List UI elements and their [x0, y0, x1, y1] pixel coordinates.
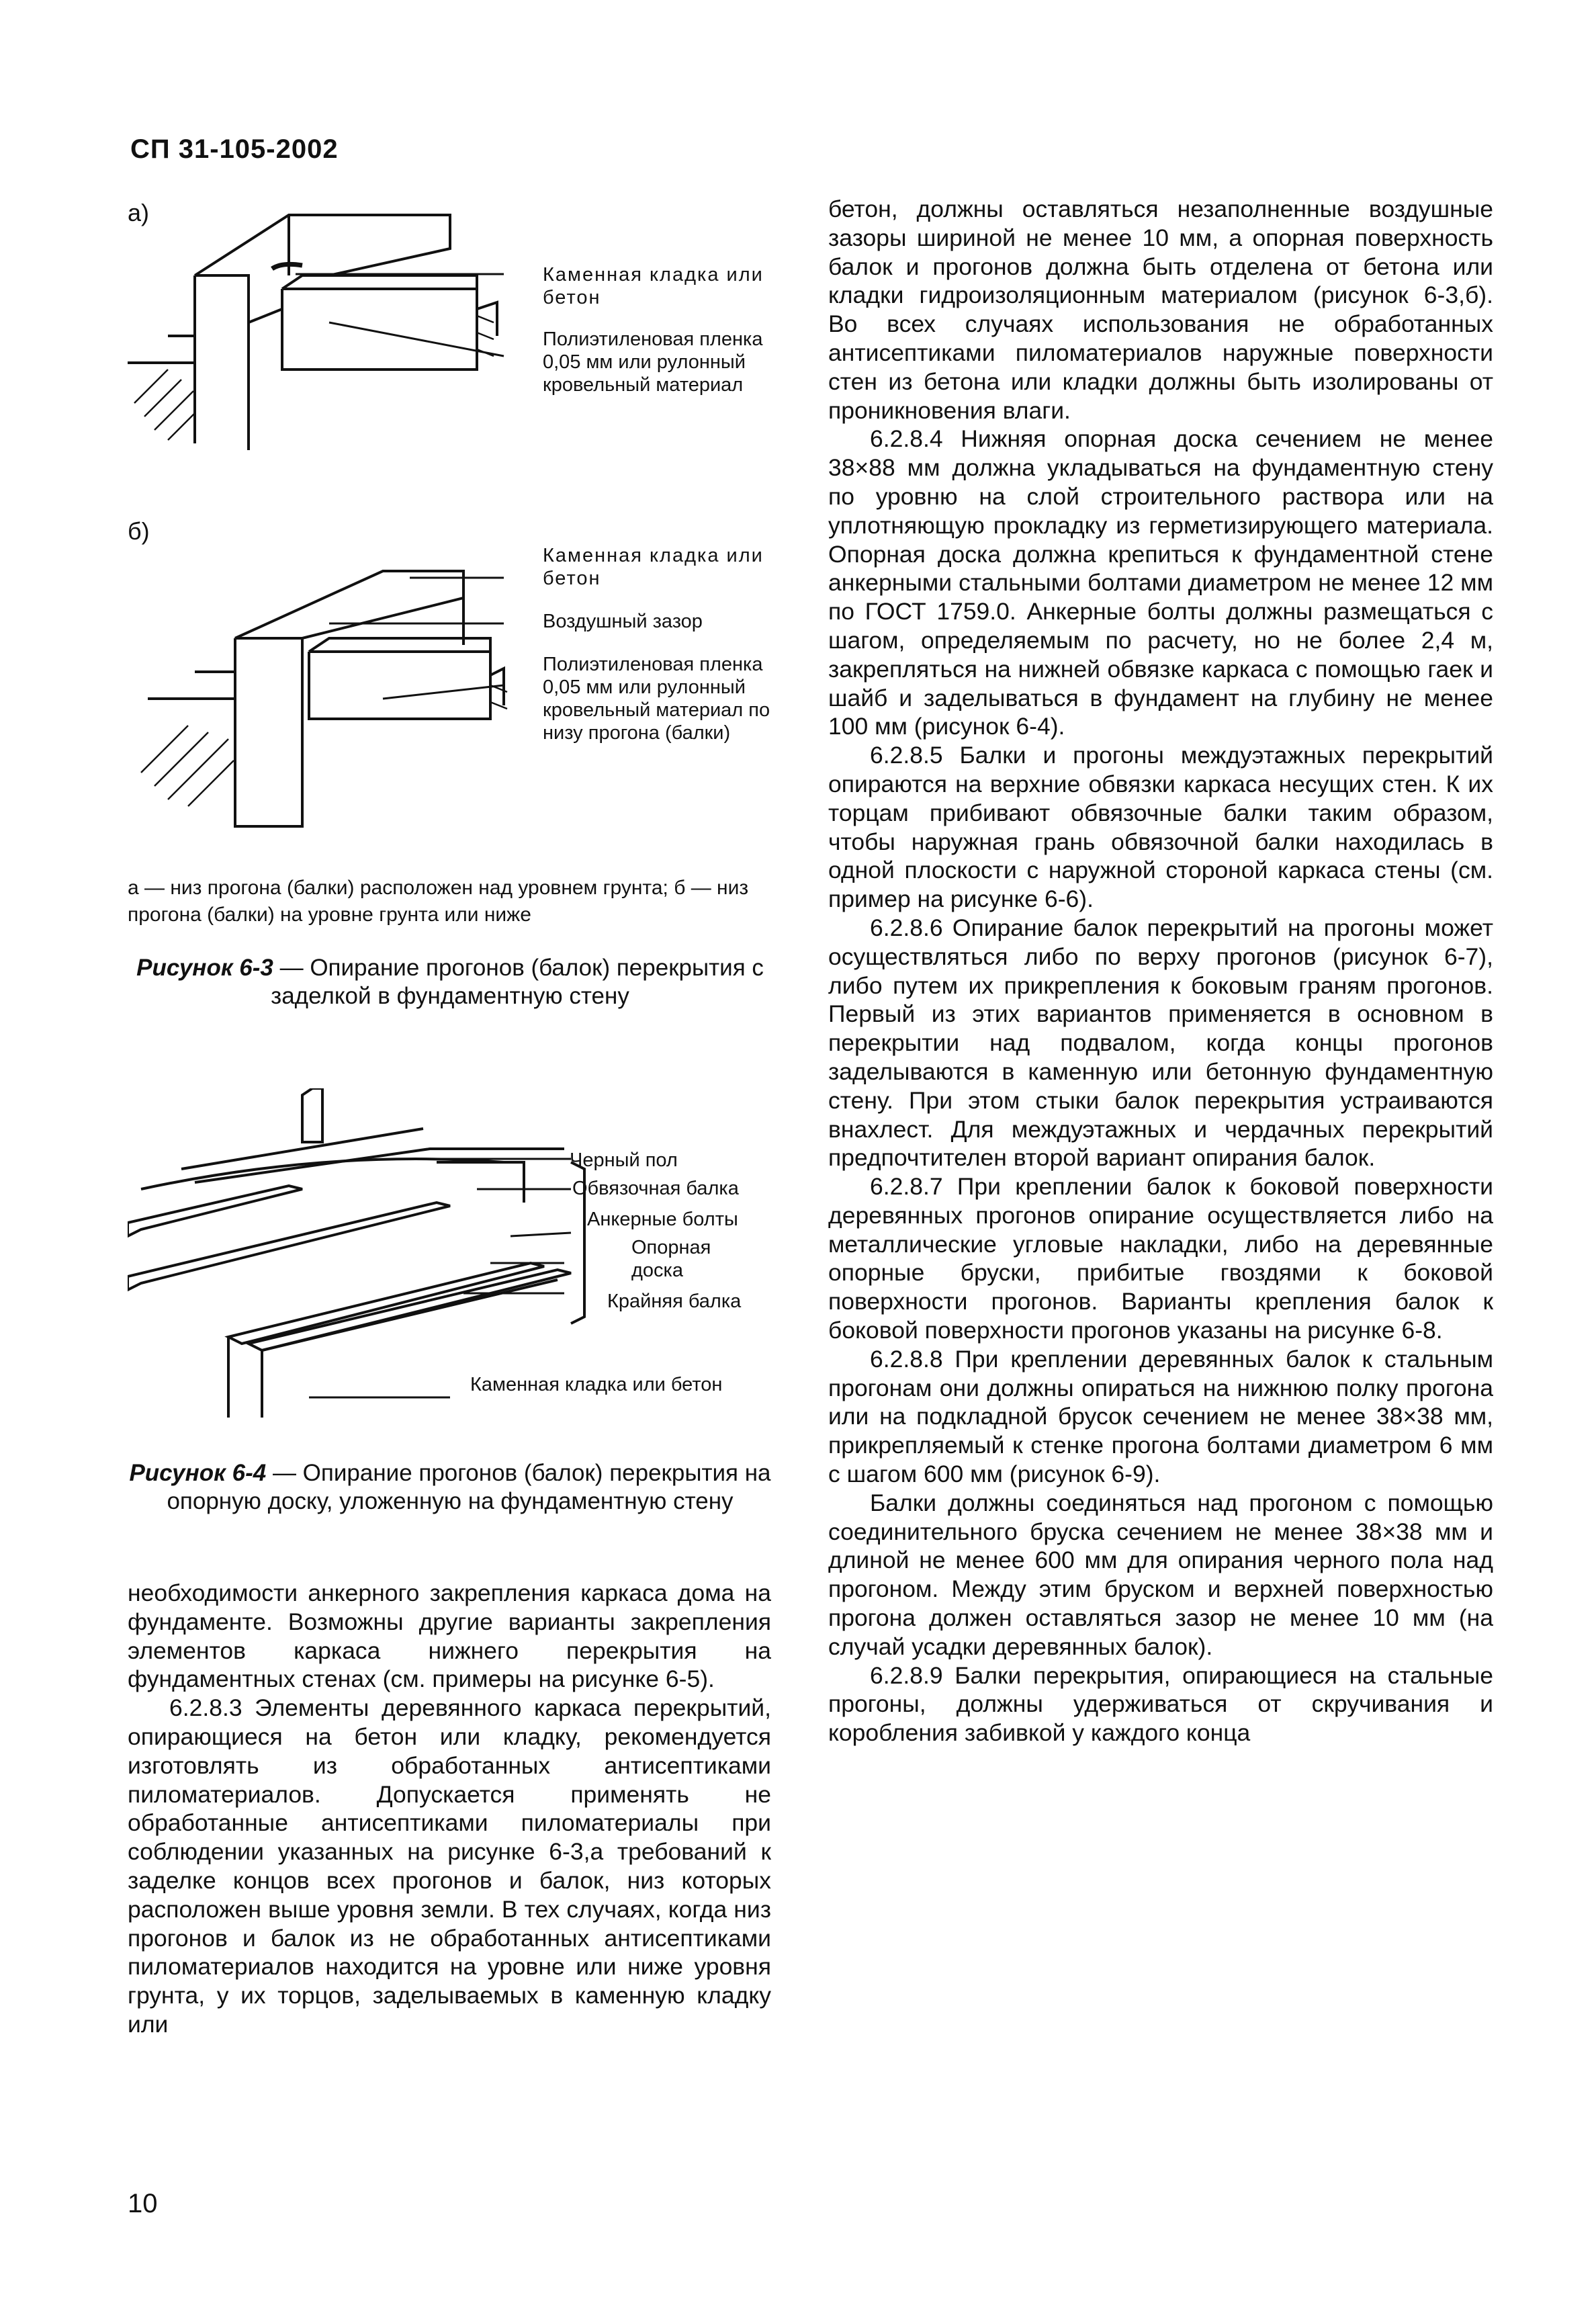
right-paragraph-1: бетон, должны оставляться незаполненные воздушные зазоры шириной не менее 10 мм, а опорная поверхность балок и прогонов должна быть отделена от бетона или кладки гидроизоляционным материалом (рисунок 6-3,б). Во всех случаях использования не обработанных антисептиками пиломатериалов наружные поверхности стен из бетона или кладки должны быть изолированы от проникновения влаги.: [828, 195, 1493, 424]
figure-3b-label-masonry: Каменная кладка или бетон: [543, 545, 764, 589]
figure-3a-label-masonry: Каменная кладка или бетон: [543, 264, 764, 308]
right-paragraph-8: 6.2.8.9 Балки перекрытия, опирающиеся на стальные прогоны, должны удерживаться от скручивания и коробления забивкой у каждого конца: [828, 1661, 1493, 1747]
figure-3-caption-text: — Опирание прогонов (балок) перекрытия с заделкой в фундаментную стену: [271, 955, 764, 1009]
right-paragraph-5: 6.2.8.7 При креплении балок к боковой поверхности деревянных прогонов опирание осуществляется либо на металлические угловые накладки, либо на деревянные опорные бруски, прибитые гвоздями к боковой поверхности прогонов. Варианты крепления балок к боковой поверхности прогонов указаны на рисунке 6-8.: [828, 1173, 1493, 1344]
figure-4-label-subfloor: Черный пол: [570, 1149, 678, 1171]
left-paragraph-2: 6.2.8.3 Элементы деревянного каркаса перекрытий, опирающиеся на бетон или кладку, рекомендуется изготовлять из обработанных антисептиками пиломатериалов. Допускается применять не обработанные антисептиками пиломатериалы при соблюдении указанных на рисунке 6-3,а требований к заделке концов всех прогонов и балок, низ которых расположен выше уровня земли. В тех случаях, когда низ прогонов и балок из не обработанных антисептиками пиломатериалов находится на уровне или ниже уровня грунта, у их торцов, заделываемых в каменную кладку или: [128, 1694, 771, 2038]
left-column-text: [128, 1579, 771, 2039]
figure-3a-label: а): [128, 199, 150, 226]
figure-3b-label-air-gap: Воздушный зазор: [543, 611, 703, 632]
figure-4-caption: [128, 1459, 772, 1516]
figure-3b-drawing: [128, 551, 524, 846]
figure-3b-label: б): [128, 517, 150, 545]
figure-3a-drawing: [128, 202, 524, 457]
figure-4-label-rim-beam: Обвязочная балка: [572, 1178, 739, 1199]
left-paragraph-1: необходимости анкерного закрепления каркаса дома на фундаменте. Возможны другие варианты закрепления элементов каркаса нижнего перекрытия на фундаментных стенах (см. примеры на рисунке 6-5).: [128, 1579, 771, 1693]
figure-3-caption-number: Рисунок 6-3: [136, 955, 273, 981]
figure-3-caption: [128, 954, 772, 1010]
figure-4-label-masonry: Каменная кладка или бетон: [470, 1374, 723, 1395]
right-paragraph-2: 6.2.8.4 Нижняя опорная доска сечением не менее 38×88 мм должна укладываться на фундаментную стену по уровню на слой строительного раствора или на уплотняющую прокладку из герметизирующего материала. Опорная доска должна крепиться к фундаментной стене анкерными стальными болтами диаметром не менее 12 мм по ГОСТ 1759.0. Анкерные болты должны размещаться с шагом, определяемым по расчету, но не более 2,4 м, закрепляться на нижней обвязке каркаса с помощью гаек и шайб и заделываться в фундамент на глубину не менее 100 мм (рисунок 6-4).: [828, 425, 1493, 740]
right-paragraph-7: Балки должны соединяться над прогоном с помощью соединительного бруска сечением не менее 38×38 мм и длиной не менее 600 мм для опирания черного пола над прогоном. Между этим бруском и верхней поверхностью прогона должен оставляться зазор не менее 10 мм (на случай усадки деревянных балок).: [828, 1489, 1493, 1660]
figure-3b-label-film: Полиэтиленовая пленка 0,05 мм или рулонный кровельный материал по низу прогона (балки): [543, 654, 770, 744]
right-paragraph-6: 6.2.8.8 При креплении деревянных балок к стальным прогонам они должны опираться на нижнюю полку прогона или на подкладной брусок сечением не менее 38×38 мм, прикрепляемый к стенке прогона болтами диаметром 6 мм с шагом 600 мм (рисунок 6-9).: [828, 1345, 1493, 1488]
right-column-text: [828, 195, 1493, 2177]
figure-4-caption-text: — Опирание прогонов (балок) перекрытия на опорную доску, уложенную на фундаментную стену: [167, 1460, 771, 1514]
page-number: 10: [128, 2189, 158, 2218]
figure-3a-label-film: Полиэтиленовая пленка 0,05 мм или рулонный кровельный материал: [543, 329, 763, 396]
figure-3-note: а — низ прогона (балки) расположен над уровнем грунта; б — низ прогона (балки) на уровне грунта или ниже: [128, 877, 749, 926]
right-paragraph-3: 6.2.8.5 Балки и прогоны междуэтажных перекрытий опираются на верхние обвязки каркаса несущих стен. К их торцам прибивают обвязочные балки таким образом, чтобы наружная грань обвязочной балки находилась в одной плоскости с наружной стороной каркаса стены (см. пример на рисунке 6-6).: [828, 742, 1493, 913]
document-header: СП 31-105-2002: [130, 134, 339, 164]
figure-4-label-anchor-bolts: Анкерные болты: [587, 1209, 738, 1230]
figure-4-caption-number: Рисунок 6-4: [129, 1460, 267, 1486]
figure-4-label-sill-plate: Опорная доска: [631, 1237, 711, 1281]
right-paragraph-4: 6.2.8.6 Опирание балок перекрытий на прогоны может осуществляться либо по верху прогонов (рисунок 6-7), либо путем их прикрепления к боковым граням прогонов. Первый из этих вариантов применяется в основном в перекрытии над подвалом, когда концы прогонов заделываются в каменную или бетонную фундаментную стену. При этом стыки балок перекрытия устраиваются внахлест. Для междуэтажных и чердачных перекрытий предпочтителен второй вариант опирания балок.: [828, 914, 1493, 1172]
figure-4-label-end-joist: Крайняя балка: [607, 1291, 742, 1312]
